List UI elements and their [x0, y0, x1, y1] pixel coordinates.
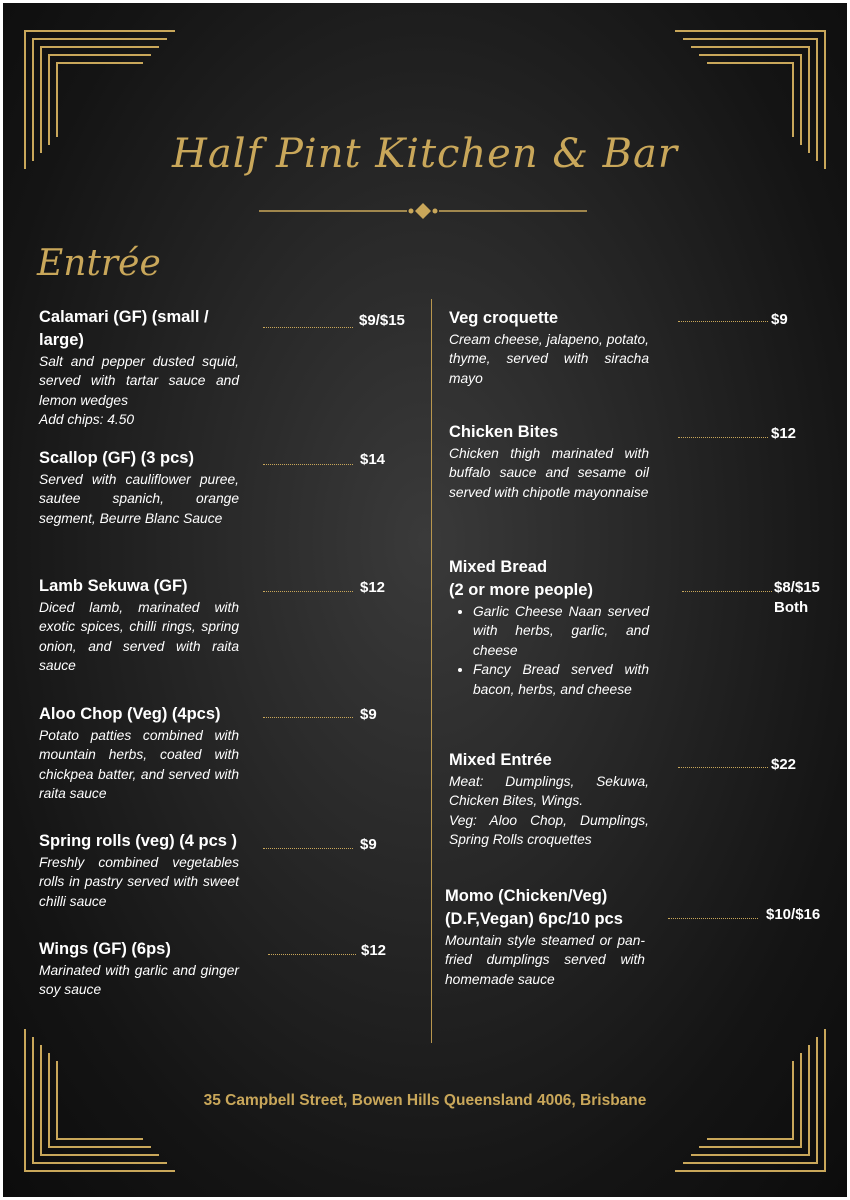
price-leader [263, 464, 353, 465]
item-description: Potato patties combined with mountain herbs, coated with chickpea batter, and served with raita sauce [39, 728, 239, 802]
item-description: Served with cauliflower puree, sautee spanich, orange segment, Beurre Blanc Sauce [39, 472, 239, 526]
price-leader [263, 848, 353, 849]
menu-item-veg-croquette [449, 307, 649, 388]
price-leader [263, 327, 353, 328]
item-name: Aloo Chop (Veg) (4pcs) [39, 705, 221, 723]
item-price: $22 [771, 756, 797, 773]
restaurant-title: Half Pint Kitchen & Bar [171, 131, 679, 177]
item-name-subtitle: (2 or more people) [449, 581, 593, 599]
price-leader [263, 717, 353, 718]
item-description: Diced lamb, marinated with exotic spices, chilli rings, spring onion, and served with raita sauce [39, 600, 239, 674]
price-leader [268, 954, 356, 955]
item-description: Chicken thigh marinated with buffalo sauce and sesame oil served with chipotle mayonnaise [449, 446, 649, 500]
item-name: Veg croquette [449, 309, 559, 327]
list-item: • Garlic Cheese Naan served with herbs, garlic, and cheese [473, 602, 649, 660]
price-leader [682, 591, 772, 592]
item-name: Spring rolls (veg) (4 pcs ) [39, 832, 238, 850]
item-price: $12 [361, 942, 387, 959]
price-leader [678, 321, 768, 322]
item-description: Meat: Dumplings, Sekuwa, Chicken Bites, Wings. Veg: Aloo Chop, Dumplings, Spring Rolls croquettes [449, 774, 649, 848]
menu-page [3, 3, 847, 1197]
item-price: $14 [360, 451, 386, 468]
item-price: $9/$15 [359, 312, 405, 329]
item-name: Scallop (GF) (3 pcs) [39, 449, 194, 467]
item-name: Mixed Entrée [449, 751, 552, 769]
item-description: Mountain style steamed or pan-fried dumplings served with homemade sauce [445, 933, 645, 987]
item-price: $12 [771, 425, 797, 442]
column-divider [431, 299, 432, 1043]
menu-item-calamari [39, 306, 239, 430]
item-price [774, 578, 820, 618]
title-divider-ornament [257, 201, 589, 221]
menu-item-scallop [39, 447, 239, 528]
menu-item-chicken-bites [449, 421, 649, 502]
price-leader [263, 591, 353, 592]
item-price: $12 [360, 579, 386, 596]
price-leader [678, 437, 768, 438]
item-name: Chicken Bites [449, 423, 559, 441]
menu-item-spring-rolls [39, 830, 239, 911]
menu-item-mixed-entree [449, 749, 649, 850]
item-description: Salt and pepper dusted squid, served with tartar sauce and lemon wedges Add chips: 4.50 [39, 354, 239, 428]
item-name: Calamari (GF) (small / large) [39, 308, 209, 349]
list-item: • Fancy Bread served with bacon, herbs, and cheese [473, 660, 649, 699]
item-description: Freshly combined vegetables rolls in pastry served with sweet chilli sauce [39, 855, 239, 909]
item-name: Wings (GF) (6ps) [39, 940, 171, 958]
menu-item-lamb-sekuwa [39, 575, 239, 676]
menu-item-aloo-chop [39, 703, 239, 804]
item-price: $9 [771, 311, 788, 328]
menu-item-mixed-bread [449, 556, 649, 699]
item-name: Lamb Sekuwa (GF) [39, 577, 188, 595]
item-price-value: $8/$15 [774, 579, 820, 596]
item-description: Marinated with garlic and ginger soy sauce [39, 963, 239, 998]
footer-address: 35 Campbell Street, Bowen Hills Queensland 4006, Brisbane [203, 1092, 647, 1109]
item-price: $10/$16 [766, 906, 821, 923]
price-leader [668, 918, 758, 919]
item-name: Momo (Chicken/Veg) [445, 887, 608, 905]
item-description [449, 602, 649, 699]
item-price: $9 [360, 836, 377, 853]
item-name-subtitle: (D.F,Vegan) 6pc/10 pcs [445, 910, 623, 928]
item-description: Cream cheese, jalapeno, potato, thyme, served with siracha mayo [449, 332, 649, 386]
menu-item-momo [445, 885, 645, 989]
price-leader [678, 767, 768, 768]
menu-item-wings [39, 938, 239, 1000]
item-name: Mixed Bread [449, 558, 548, 576]
section-title-entree: Entrée [37, 243, 161, 284]
item-price-note: Both [774, 599, 809, 616]
item-price: $9 [360, 706, 377, 723]
